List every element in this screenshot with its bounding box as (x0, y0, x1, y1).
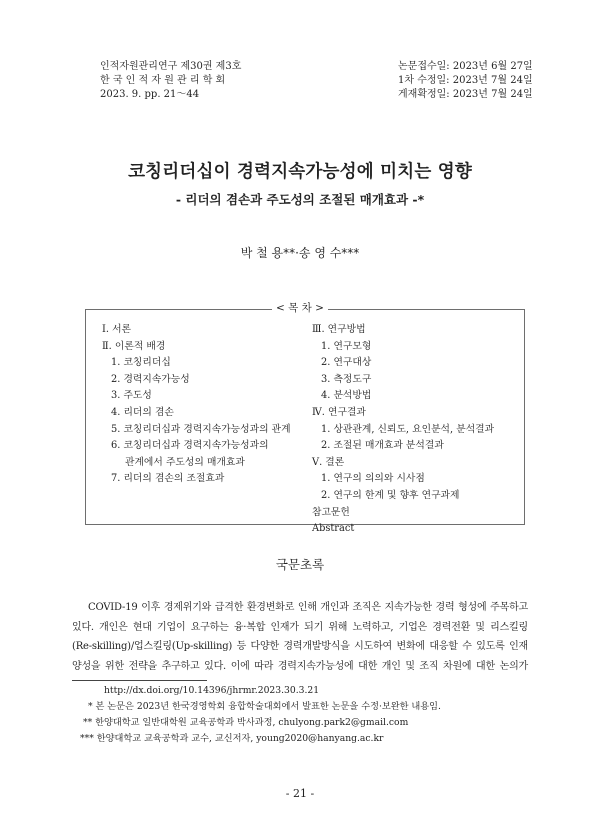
toc-item: Ⅰ. 서론 (102, 324, 132, 335)
toc-item: 관계에서 주도성의 매개효과 (125, 456, 245, 468)
abstract-heading: 국문초록 (275, 557, 325, 572)
toc-item: 2. 조절된 매개효과 분석결과 (321, 440, 444, 452)
toc-item: Ⅱ. 이론적 배경 (102, 340, 166, 352)
toc-item: Abstract (312, 523, 355, 535)
toc-label: < 목 차 > (0, 300, 600, 315)
footnote-item: *** 한양대학교 교육공학과 교수, 교신저자, young2020@hanyang.ac.kr (80, 733, 384, 744)
received-date: 논문접수일: 2023년 6월 27일 (398, 61, 533, 72)
journal-society: 한 국 인 적 자 원 관 리 학 회 (100, 75, 226, 86)
toc-item: 3. 주도성 (111, 390, 152, 402)
footnotes (80, 683, 441, 747)
abstract-line: COVID-19 이후 경제위기와 급격한 환경변화로 인해 개인과 조직은 지속가능한 경력 형성에 주목하고 (88, 602, 528, 613)
toc-item: Ⅳ. 연구결과 (312, 406, 366, 418)
journal-volume: 인적자원관리연구 제30권 제3호 (100, 61, 242, 72)
toc-item: 2. 연구의 한계 및 향후 연구과제 (321, 489, 460, 501)
footnote-divider (72, 680, 207, 681)
toc-item: Ⅲ. 연구방법 (312, 324, 366, 335)
submission-dates (398, 60, 533, 102)
revised-date: 1차 수정일: 2023년 7월 24일 (398, 75, 533, 86)
footnote-item: * 본 논문은 2023년 한국경영학회 융합학술대회에서 발표한 논문을 수정·보완한 내용임. (88, 701, 441, 712)
abstract-body (72, 598, 528, 676)
toc-item: 3. 측정도구 (321, 373, 372, 385)
toc-item: 1. 코칭리더십 (111, 357, 171, 369)
journal-pages: 2023. 9. pp. 21～44 (100, 89, 200, 100)
doi-link[interactable]: http://dx.doi.org/10.14396/jhrmr.2023.30.3.21 (104, 685, 320, 696)
toc-item: 2. 연구대상 (321, 357, 372, 369)
abstract-line: (Re-skilling)/업스킬링(Up-skilling) 등 다양한 경력개발방식을 시도하여 변화에 대응할 수 있도록 인재 (72, 641, 528, 653)
toc-left-column (102, 322, 291, 488)
toc-right-column (312, 322, 494, 538)
toc-item: 7. 리더의 겸손의 조절효과 (111, 473, 225, 485)
paper-authors: 박 철 용**·송 영 수*** (240, 246, 360, 260)
toc-item: 1. 상관관계, 신뢰도, 요인분석, 분석결과 (321, 423, 495, 435)
toc-item: 1. 연구의 의의와 시사점 (321, 473, 425, 485)
toc-item: 6. 코칭리더십과 경력지속가능성과의 (111, 440, 269, 452)
footnote-item: ** 한양대학교 일반대학원 교육공학과 박사과정, chulyong.park2@gmail.com (83, 717, 409, 728)
toc-item: 2. 경력지속가능성 (111, 373, 190, 385)
toc-item: Ⅴ. 결론 (312, 456, 345, 468)
paper-subtitle: - 리더의 겸손과 주도성의 조절된 매개효과 -* (175, 192, 425, 207)
abstract-line: 양성을 위한 전략을 추구하고 있다. 이에 따라 경력지속가능성에 대한 개인 및 조직 차원에 대한 논의가 (72, 660, 528, 672)
abstract-line: 있다. 개인은 현대 기업이 요구하는 융·복합 인재가 되기 위해 노력하고, 기업은 경력전환 및 리스킬링 (72, 621, 528, 633)
toc-item: 참고문헌 (312, 506, 350, 518)
page-number: - 21 - (285, 787, 315, 800)
toc-item: 4. 분석방법 (321, 390, 372, 402)
toc-item: 1. 연구모형 (321, 340, 372, 352)
toc-item: 5. 코칭리더십과 경력지속가능성과의 관계 (111, 423, 291, 435)
journal-info (100, 60, 241, 102)
toc-item: 4. 리더의 겸손 (111, 406, 174, 418)
paper-title: 코칭리더십이 경력지속가능성에 미치는 영향 (128, 162, 472, 182)
accepted-date: 게재확정일: 2023년 7월 24일 (398, 89, 533, 100)
